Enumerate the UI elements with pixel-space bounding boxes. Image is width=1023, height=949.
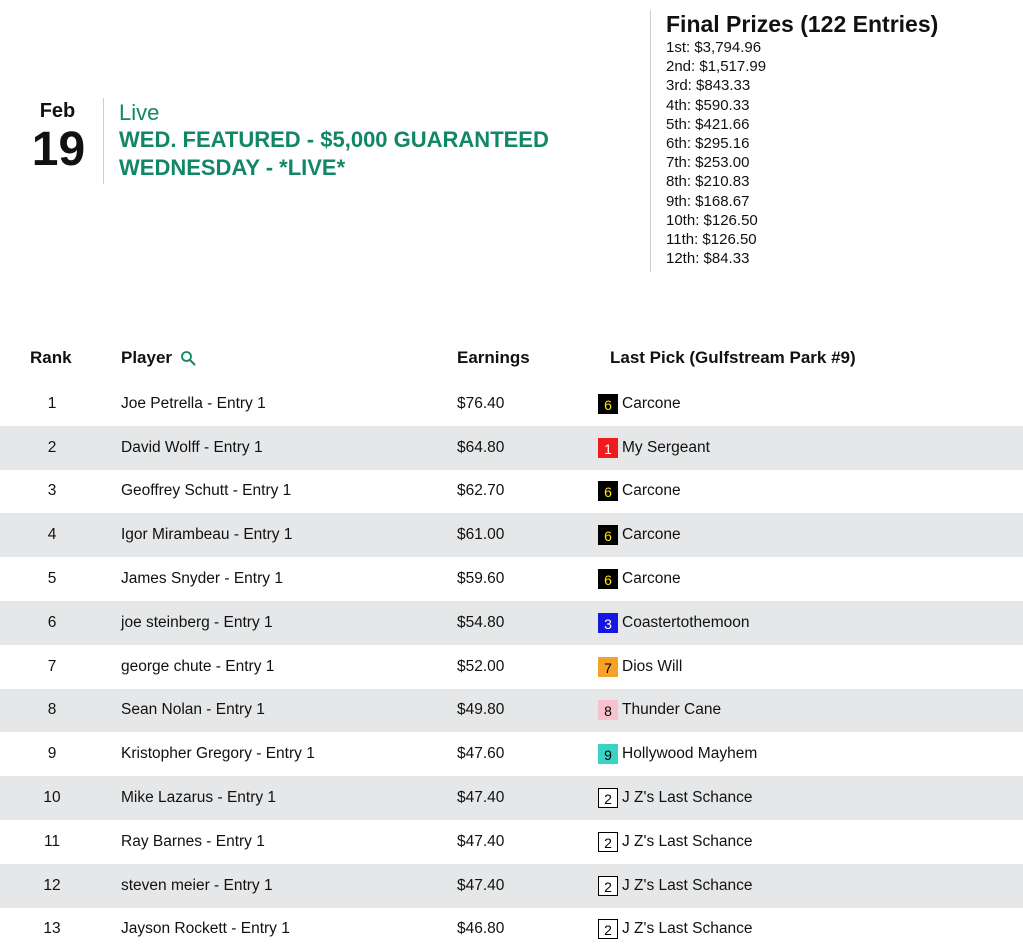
player-cell[interactable]: James Snyder - Entry 1 [121, 570, 283, 588]
horse-name: Coastertothemoon [622, 613, 750, 631]
event-info [119, 100, 619, 182]
rank-cell: 5 [47, 570, 57, 588]
table-row [0, 732, 1023, 776]
player-cell[interactable]: steven meier - Entry 1 [121, 876, 273, 894]
table-row [0, 470, 1023, 514]
rank-cell: 12 [43, 876, 61, 894]
player-cell[interactable]: Sean Nolan - Entry 1 [121, 701, 265, 719]
horse-name: Hollywood Mayhem [622, 745, 758, 763]
rank-cell: 7 [47, 657, 57, 675]
prize-line: 4th: $590.33 [666, 96, 750, 114]
table-row [0, 513, 1023, 557]
prize-line: 7th: $253.00 [666, 154, 750, 172]
horse-name: J Z's Last Schance [622, 920, 753, 938]
post-position-badge: 6 [598, 525, 618, 545]
last-pick-cell [598, 645, 682, 689]
player-cell[interactable]: Joe Petrella - Entry 1 [121, 394, 266, 412]
table-header [0, 336, 1023, 382]
event-title [119, 126, 619, 182]
horse-name: Carcone [622, 482, 681, 500]
prize-line: 5th: $421.66 [666, 115, 750, 133]
earnings-cell: $49.80 [457, 701, 505, 719]
event-title-line-2: WEDNESDAY - *LIVE* [119, 155, 346, 180]
player-cell[interactable]: george chute - Entry 1 [121, 657, 275, 675]
horse-name: Dios Will [622, 657, 683, 675]
horse-name: Thunder Cane [622, 701, 722, 719]
prize-line: 9th: $168.67 [666, 192, 750, 210]
player-cell[interactable]: joe steinberg - Entry 1 [121, 613, 273, 631]
table-row [0, 776, 1023, 820]
rank-cell: 11 [43, 832, 61, 850]
horse-name: My Sergeant [622, 438, 710, 456]
table-row [0, 820, 1023, 864]
post-position-badge: 3 [598, 613, 618, 633]
last-pick-cell [598, 601, 750, 645]
table-row [0, 557, 1023, 601]
table-row [0, 689, 1023, 733]
rank-cell: 2 [47, 438, 57, 456]
horse-name: Carcone [622, 570, 681, 588]
prize-line: 6th: $295.16 [666, 135, 750, 153]
earnings-cell: $52.00 [457, 657, 505, 675]
header-last-pick: Last Pick (Gulfstream Park #9) [610, 348, 856, 367]
final-prizes [650, 10, 1010, 272]
prize-line: 8th: $210.83 [666, 173, 750, 191]
last-pick-cell [598, 557, 681, 601]
table-row [0, 645, 1023, 689]
rank-cell: 10 [43, 789, 61, 807]
rank-cell: 8 [47, 701, 57, 719]
earnings-cell: $47.40 [457, 876, 505, 894]
earnings-cell: $64.80 [457, 438, 505, 456]
last-pick-cell [598, 689, 721, 733]
header-player [121, 348, 196, 368]
event-title-line-1: WED. FEATURED - $5,000 GUARANTEED [119, 127, 549, 152]
leaderboard-table [0, 336, 1023, 949]
horse-name: Carcone [622, 394, 681, 412]
post-position-badge: 2 [598, 919, 618, 939]
earnings-cell: $47.40 [457, 832, 505, 850]
post-position-badge: 2 [598, 832, 618, 852]
last-pick-cell [598, 776, 752, 820]
table-row [0, 908, 1023, 949]
prize-line: 3rd: $843.33 [666, 77, 751, 95]
prize-line: 10th: $126.50 [666, 211, 758, 229]
prize-line: 2nd: $1,517.99 [666, 58, 767, 76]
post-position-badge: 2 [598, 788, 618, 808]
post-position-badge: 6 [598, 569, 618, 589]
prize-line: 12th: $84.33 [666, 250, 750, 268]
table-row [0, 864, 1023, 908]
player-cell[interactable]: Kristopher Gregory - Entry 1 [121, 745, 315, 763]
table-body [0, 382, 1023, 949]
last-pick-cell [598, 864, 752, 908]
horse-name: J Z's Last Schance [622, 876, 753, 894]
table-row [0, 382, 1023, 426]
post-position-badge: 6 [598, 481, 618, 501]
table-row [0, 601, 1023, 645]
last-pick-cell [598, 908, 752, 949]
prizes-title: Final Prizes (122 Entries) [666, 11, 939, 37]
prize-list [666, 38, 1010, 268]
post-position-badge: 9 [598, 744, 618, 764]
player-cell[interactable]: Ray Barnes - Entry 1 [121, 832, 265, 850]
horse-name: Carcone [622, 526, 681, 544]
post-position-badge: 2 [598, 876, 618, 896]
last-pick-cell [598, 820, 752, 864]
player-cell[interactable]: Jayson Rockett - Entry 1 [121, 920, 290, 938]
prize-line: 1st: $3,794.96 [666, 39, 762, 56]
search-icon[interactable] [180, 350, 196, 366]
date-month: Feb [39, 100, 76, 122]
rank-cell: 3 [47, 482, 57, 500]
rank-cell: 6 [47, 613, 57, 631]
player-cell[interactable]: David Wolff - Entry 1 [121, 438, 263, 456]
player-cell[interactable]: Geoffrey Schutt - Entry 1 [121, 482, 292, 500]
earnings-cell: $62.70 [457, 482, 505, 500]
horse-name: J Z's Last Schance [622, 832, 753, 850]
earnings-cell: $59.60 [457, 570, 505, 588]
earnings-cell: $76.40 [457, 394, 505, 412]
header-player-label: Player [121, 348, 173, 367]
earnings-cell: $47.40 [457, 789, 505, 807]
last-pick-cell [598, 470, 681, 514]
horse-name: J Z's Last Schance [622, 789, 753, 807]
post-position-badge: 1 [598, 438, 618, 458]
earnings-cell: $46.80 [457, 920, 505, 938]
header-earnings: Earnings [457, 348, 530, 367]
event-status: Live [119, 100, 160, 125]
post-position-badge: 6 [598, 394, 618, 414]
post-position-badge: 8 [598, 700, 618, 720]
earnings-cell: $47.60 [457, 745, 505, 763]
last-pick-cell [598, 382, 681, 426]
rank-cell: 1 [47, 394, 57, 412]
player-cell[interactable]: Igor Mirambeau - Entry 1 [121, 526, 293, 544]
rank-cell: 9 [47, 745, 57, 763]
earnings-cell: $54.80 [457, 613, 505, 631]
earnings-cell: $61.00 [457, 526, 505, 544]
last-pick-cell [598, 426, 710, 470]
header-rank: Rank [30, 348, 72, 367]
post-position-badge: 7 [598, 657, 618, 677]
date-day: 19 [31, 123, 86, 176]
last-pick-cell [598, 513, 681, 557]
date-block [0, 98, 104, 184]
rank-cell: 4 [47, 526, 57, 544]
prize-line: 11th: $126.50 [666, 231, 757, 249]
rank-cell: 13 [43, 920, 61, 938]
player-cell[interactable]: Mike Lazarus - Entry 1 [121, 789, 277, 807]
table-row [0, 426, 1023, 470]
last-pick-cell [598, 732, 757, 776]
